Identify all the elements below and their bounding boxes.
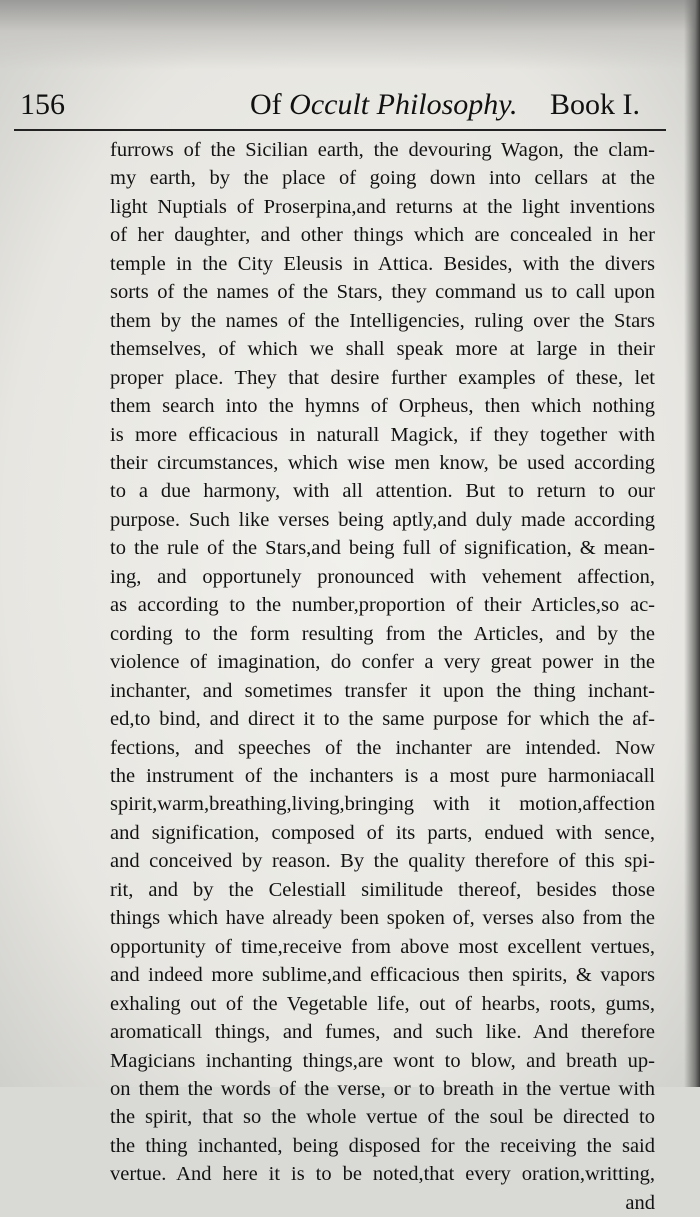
- text-line: ing, and opportunely pronounced with vehement affection,: [110, 565, 655, 588]
- text-line: to the rule of the Stars,and being full of signification, & mean-: [110, 537, 655, 560]
- running-title: [250, 88, 517, 122]
- running-header: [18, 86, 658, 126]
- text-line: furrows of the Sicilian earth, the devouring Wagon, the clam-: [110, 139, 655, 161]
- catchword: and: [625, 1191, 655, 1214]
- text-line: things which have already been spoken of, verses also from the: [110, 907, 655, 930]
- text-line: them search into the hymns of Orpheus, then which nothing: [110, 395, 655, 418]
- page-number: 156: [20, 88, 65, 121]
- text-line: Magicians inchanting things,are wont to blow, and breath up-: [110, 1049, 655, 1072]
- text-line: and signification, composed of its parts, endued with sence,: [110, 821, 655, 844]
- text-line: as according to the number,proportion of their Articles,so ac-: [110, 594, 655, 617]
- text-line: violence of imagination, do confer a very great power in the: [110, 651, 655, 674]
- text-line: temple in the City Eleusis in Attica. Besides, with the divers: [110, 252, 655, 275]
- text-line: rit, and by the Celestiall similitude thereof, besides those: [110, 878, 655, 901]
- text-line: the thing inchanted, being disposed for the receiving the said: [110, 1134, 655, 1157]
- text-line: exhaling out of the Vegetable life, out of hearbs, roots, gums,: [110, 992, 655, 1015]
- text-line: is more efficacious in naturall Magick, if they together with: [110, 423, 655, 446]
- text-line: spirit,warm,breathing,living,bringing with it motion,affection: [110, 793, 655, 816]
- text-line: and indeed more sublime,and efficacious then spirits, & vapors: [110, 964, 655, 987]
- text-line: and conceived by reason. By the quality therefore of this spi-: [110, 850, 655, 873]
- text-line: of her daughter, and other things which are concealed in her: [110, 224, 655, 247]
- text-line: purpose. Such like verses being aptly,and duly made according: [110, 508, 655, 531]
- body-text: [110, 136, 655, 1217]
- text-line: to a due harmony, with all attention. But to return to our: [110, 480, 655, 503]
- text-line: opportunity of time,receive from above most excellent vertues,: [110, 935, 655, 958]
- text-line: proper place. They that desire further examples of these, let: [110, 366, 655, 389]
- text-line: themselves, of which we shall speak more at large in their: [110, 338, 655, 361]
- text-line: vertue. And here it is to be noted,that every oration,writting,: [110, 1163, 655, 1186]
- top-shadow: [0, 0, 700, 70]
- text-line: aromaticall things, and fumes, and such like. And therefore: [110, 1021, 655, 1044]
- text-line: my earth, by the place of going down into cellars at the: [110, 167, 655, 190]
- text-line: their circumstances, which wise men know, be used according: [110, 451, 655, 474]
- book-label: Book I.: [550, 88, 640, 121]
- text-line: them by the names of the Intelligencies, ruling over the Stars: [110, 309, 655, 332]
- text-line: cording to the form resulting from the Articles, and by the: [110, 622, 655, 645]
- binding-shadow: [684, 0, 700, 1087]
- text-line: the instrument of the inchanters is a most pure harmoniacall: [110, 764, 655, 787]
- text-line: on them the words of the verse, or to breath in the vertue with: [110, 1077, 655, 1100]
- title-prefix: Of: [250, 88, 290, 121]
- text-line: ed,to bind, and direct it to the same purpose for which the af-: [110, 708, 655, 731]
- header-rule: [14, 129, 666, 131]
- text-line: the spirit, that so the whole vertue of the soul be directed to: [110, 1106, 655, 1129]
- text-line: light Nuptials of Proserpina,and returns at the light inventions: [110, 195, 655, 218]
- title-italic: Occult Philosophy.: [289, 88, 518, 121]
- text-line: inchanter, and sometimes transfer it upon the thing inchant-: [110, 679, 655, 702]
- text-line: fections, and speeches of the inchanter are intended. Now: [110, 736, 655, 759]
- text-line: sorts of the names of the Stars, they command us to call upon: [110, 281, 655, 304]
